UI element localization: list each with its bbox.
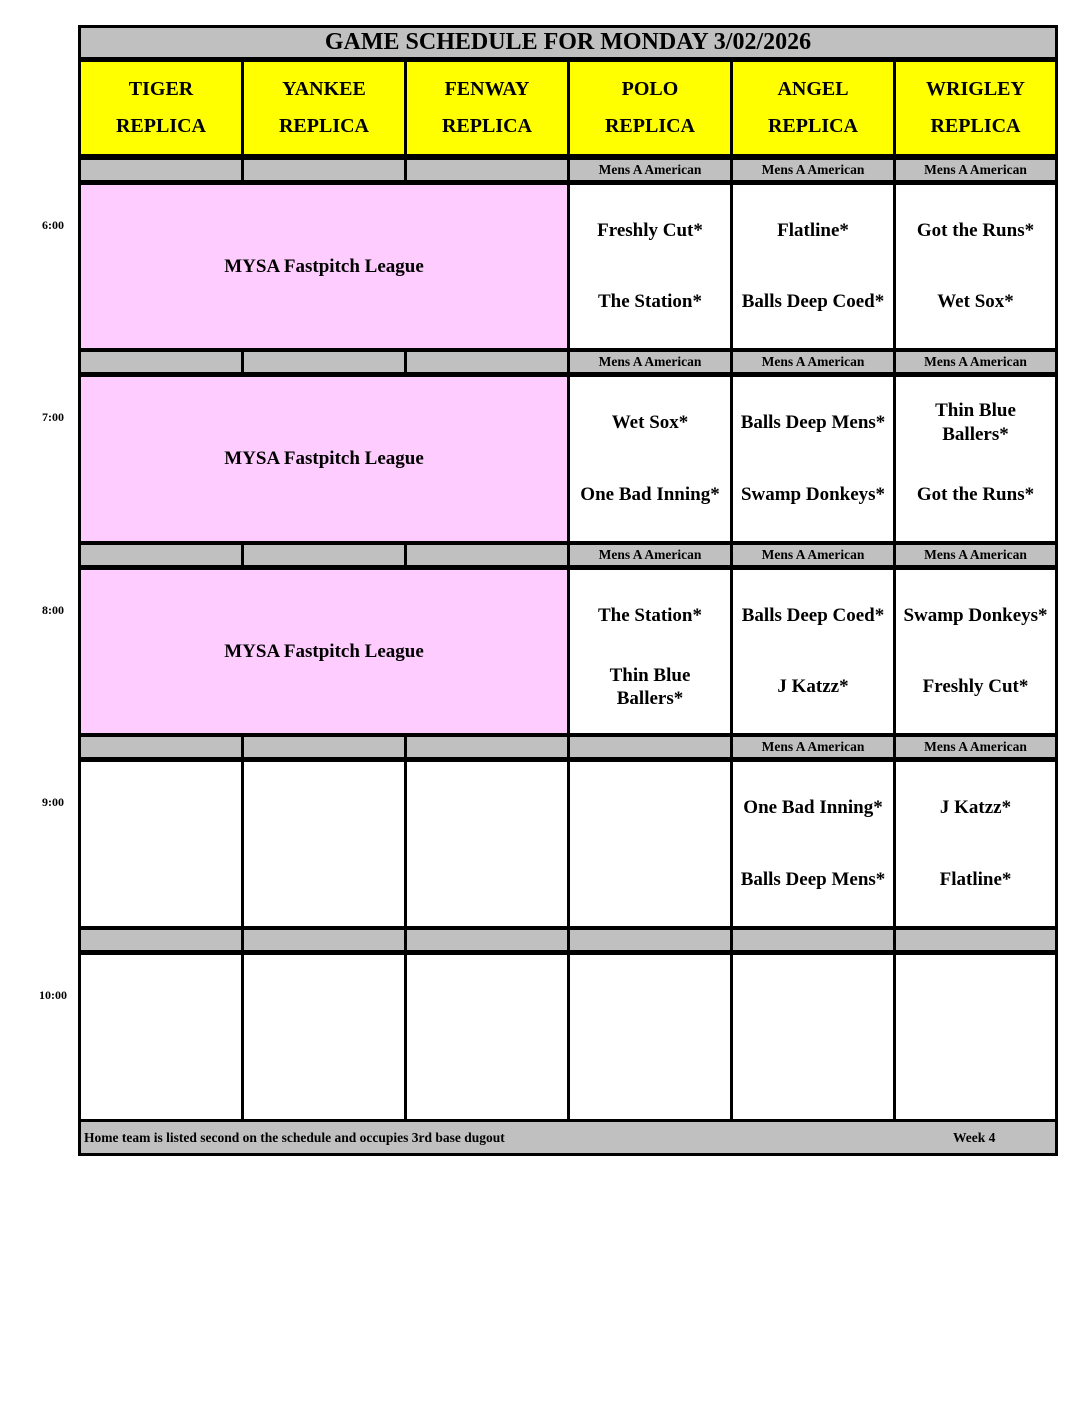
away-team: J Katzz* xyxy=(939,797,1012,819)
division-label: Mens A American xyxy=(567,157,733,183)
home-team: The Station* xyxy=(598,291,702,313)
division-label: Mens A American xyxy=(567,542,733,568)
home-team: Freshly Cut* xyxy=(922,676,1029,698)
away-team: Wet Sox* xyxy=(611,412,689,434)
empty-cell xyxy=(78,759,244,929)
game-cell-angel xyxy=(730,182,896,351)
away-team: Got the Runs* xyxy=(916,219,1035,241)
home-team: Wet Sox* xyxy=(937,291,1014,313)
field-name: ANGEL xyxy=(777,78,849,100)
empty-cell xyxy=(78,952,244,1122)
time-label: 10:00 xyxy=(39,988,67,1002)
empty-cell xyxy=(404,952,570,1122)
division-label: Mens A American xyxy=(730,734,896,760)
empty-cell xyxy=(241,952,407,1122)
away-team: Swamp Donkeys* xyxy=(903,604,1048,626)
division-bar-empty xyxy=(241,927,407,953)
division-bar-empty xyxy=(241,734,407,760)
game-cell-polo xyxy=(567,374,733,544)
away-team: Balls Deep Mens* xyxy=(740,412,886,434)
empty-cell xyxy=(567,952,733,1122)
field-header-fenway xyxy=(404,59,570,157)
home-team: Got the Runs* xyxy=(916,484,1035,506)
empty-cell xyxy=(567,759,733,929)
time-label: 6:00 xyxy=(42,218,64,232)
game-cell-polo xyxy=(567,182,733,351)
time-label: 7:00 xyxy=(42,410,64,424)
home-team: Thin Blue Ballers* xyxy=(609,664,691,710)
away-team: Thin Blue Ballers* xyxy=(935,400,1016,445)
game-cell-wrigley xyxy=(893,759,1058,929)
division-bar-empty xyxy=(78,542,244,568)
time-label: 9:00 xyxy=(42,795,64,809)
field-subtitle: REPLICA xyxy=(930,115,1021,137)
game-cell-angel xyxy=(730,567,896,736)
away-team: Freshly Cut* xyxy=(597,219,703,241)
empty-cell xyxy=(241,759,407,929)
week-label: Week 4 xyxy=(953,1130,996,1145)
division-bar-empty xyxy=(78,349,244,375)
league-block: MYSA Fastpitch League xyxy=(78,182,570,351)
division-bar-empty xyxy=(404,927,570,953)
division-bar-empty xyxy=(567,927,733,953)
division-bar-empty xyxy=(78,157,244,183)
division-bar-empty xyxy=(78,927,244,953)
division-label: Mens A American xyxy=(730,349,896,375)
division-bar-empty xyxy=(404,734,570,760)
division-label: Mens A American xyxy=(567,349,733,375)
division-bar-empty xyxy=(241,542,407,568)
empty-cell xyxy=(730,952,896,1122)
away-team: Flatline* xyxy=(777,219,849,241)
game-cell-wrigley xyxy=(893,374,1058,544)
division-label: Mens A American xyxy=(893,349,1058,375)
home-team: J Katzz* xyxy=(777,676,849,698)
field-subtitle: REPLICA xyxy=(115,115,206,137)
division-bar-empty xyxy=(241,157,407,183)
schedule-title: GAME SCHEDULE FOR MONDAY 3/02/2026 xyxy=(78,25,1058,60)
game-cell-wrigley xyxy=(893,182,1058,351)
field-subtitle: REPLICA xyxy=(441,115,532,137)
field-header-angel xyxy=(730,59,896,157)
footer-note: Home team is listed second on the schedule and occupies 3rd base dugout xyxy=(84,1130,505,1145)
division-label: Mens A American xyxy=(893,157,1058,183)
division-bar-empty xyxy=(241,349,407,375)
division-label: Mens A American xyxy=(893,542,1058,568)
division-label: Mens A American xyxy=(893,734,1058,760)
field-subtitle: REPLICA xyxy=(767,115,858,137)
division-bar-empty xyxy=(404,349,570,375)
field-subtitle: REPLICA xyxy=(278,115,369,137)
home-team: Flatline* xyxy=(939,869,1012,891)
away-team: One Bad Inning* xyxy=(743,797,883,819)
division-bar-empty xyxy=(404,542,570,568)
home-team: Balls Deep Coed* xyxy=(741,291,885,313)
empty-cell xyxy=(404,759,570,929)
field-name: WRIGLEY xyxy=(926,78,1025,100)
game-cell-wrigley xyxy=(893,567,1058,736)
field-header-polo xyxy=(567,59,733,157)
empty-cell xyxy=(893,952,1058,1122)
league-block: MYSA Fastpitch League xyxy=(78,567,570,736)
field-header-wrigley xyxy=(893,59,1058,157)
home-team: Balls Deep Mens* xyxy=(740,869,886,891)
division-bar-empty xyxy=(404,157,570,183)
division-bar-empty xyxy=(730,927,896,953)
field-name: YANKEE xyxy=(282,78,366,100)
game-cell-polo xyxy=(567,567,733,736)
division-bar-empty xyxy=(893,927,1058,953)
time-label: 8:00 xyxy=(42,603,64,617)
league-block: MYSA Fastpitch League xyxy=(78,374,570,544)
home-team: One Bad Inning* xyxy=(580,484,720,506)
field-header-tiger xyxy=(78,59,244,157)
away-team: Balls Deep Coed* xyxy=(741,604,885,626)
game-cell-angel xyxy=(730,759,896,929)
schedule-footer xyxy=(78,1119,1058,1156)
game-cell-angel xyxy=(730,374,896,544)
division-bar-empty xyxy=(567,734,733,760)
division-bar-empty xyxy=(78,734,244,760)
field-header-yankee xyxy=(241,59,407,157)
division-label: Mens A American xyxy=(730,542,896,568)
home-team: Swamp Donkeys* xyxy=(740,484,886,506)
field-name: TIGER xyxy=(128,78,194,100)
away-team: The Station* xyxy=(598,604,702,626)
field-name: POLO xyxy=(621,78,679,100)
field-subtitle: REPLICA xyxy=(604,115,695,137)
field-name: FENWAY xyxy=(444,78,530,100)
division-label: Mens A American xyxy=(730,157,896,183)
